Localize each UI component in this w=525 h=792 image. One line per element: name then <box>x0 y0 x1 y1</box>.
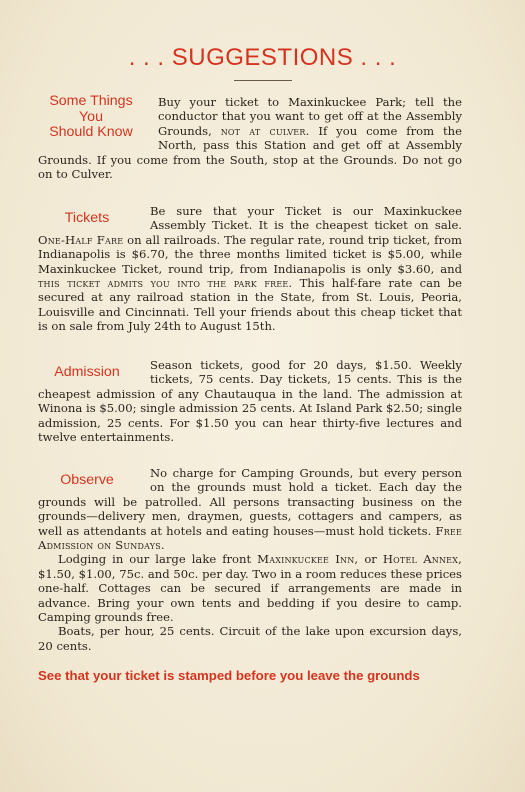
section-heading-observe: Observe <box>60 472 114 488</box>
body-smallcaps: Maxinkuckee Inn, <box>257 552 359 567</box>
body-text: or <box>364 552 377 567</box>
body-smallcaps: Hotel Annex, <box>382 552 463 567</box>
section-heading-some-things <box>38 94 144 141</box>
section-some-things <box>38 95 462 181</box>
section-heading-tickets: Tickets <box>64 210 110 226</box>
stamp-notice: See that your ticket is stamped before you leave the grounds <box>38 668 420 683</box>
body-text: Buy your ticket to Maxinkuckee Park; tell the conductor that you want to get off at the Assembly Grounds, <box>158 95 462 138</box>
body-smallcaps: Free Admission on Sundays. <box>38 523 463 553</box>
body-smallcaps: One-Half Fare <box>38 232 124 247</box>
heading-line: Some Things <box>49 93 133 109</box>
body-smallcaps: this ticket admits you into the park free. <box>38 276 293 291</box>
page-title: . . . SUGGESTIONS . . . <box>128 44 397 71</box>
section-heading-admission: Admission <box>54 364 120 380</box>
title-divider <box>234 80 292 81</box>
section-tickets <box>38 204 462 334</box>
body-text: No charge for Camping Grounds, but every person on the grounds must hold a ticket. Each day the grounds will be patrolled. All persons transacting business on the grounds—delivery men, draymen, guests, cottagers and campers, as well as attendants at hotels and eating houses—must hold tickets. <box>38 466 462 538</box>
boats-paragraph: Boats, per hour, 25 cents. Circuit of the lake upon excursion days, 20 cents. <box>38 624 462 653</box>
body-text: on all railroads. The regular rate, round trip ticket, from Indianapolis is $6.70, the three months limited ticket is $5.00, while Maxinkuckee Ticket, round trip, from Indianapolis is only $3.60, and <box>38 232 462 276</box>
heading-line: You <box>79 108 103 125</box>
section-admission <box>38 358 462 444</box>
body-text: If you come from the North, pass this Station and get off at Assembly Grounds. If you come from the South, stop at the Grounds. Do not go on to Culver. <box>38 123 463 182</box>
body-smallcaps: not at culver. <box>220 123 310 138</box>
body-text: Lodging in our large lake front <box>58 552 252 567</box>
body-text: $1.50, $1.00, 75c. and 50c. per day. Two in a room reduces these prices one-half. Cottages can be secured if arrangements are made in advance. Bring your own tents and bedding if you desire to camp. Camping grounds free. <box>38 566 462 625</box>
lodging-paragraph <box>38 552 462 624</box>
body-text: Be sure that your Ticket is our Maxinkuckee Assembly Ticket. It is the cheapest ticket on sale. <box>150 204 462 233</box>
section-observe <box>38 466 462 653</box>
heading-line: Should Know <box>49 124 133 140</box>
body-text: This half-fare rate can be secured at any railroad station in the State, from St. Louis, Peoria, Louisville and Cincinnati. Tell your friends about this cheap ticket that is on sale from July 24th to August 15th. <box>38 276 463 334</box>
section-body-admission: Season tickets, good for 20 days, $1.50. Weekly tickets, 75 cents. Day tickets, 15 cents. This is the cheapest admission of any Chautauqua in the land. The admission at Winona is $5.00; single admission 25 cents. At Island Park $2.50; single admission, 25 cents. For $1.50 you can hear thirty-five lectures and twelve entertainments. <box>38 358 462 445</box>
